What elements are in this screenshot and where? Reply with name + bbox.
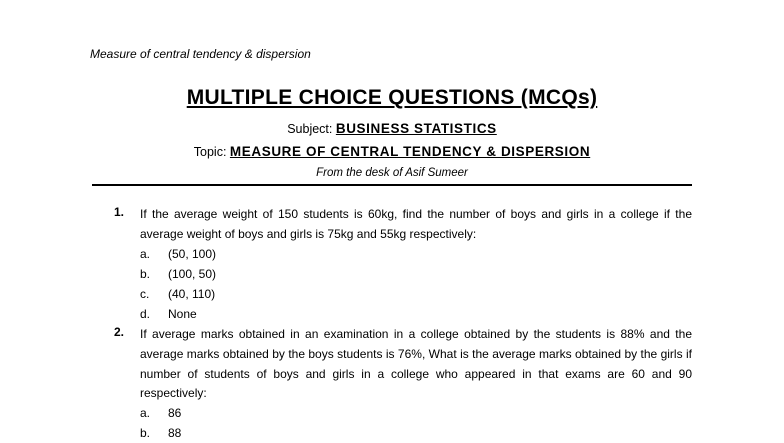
question-text: If the average weight of 150 students is 60kg, find the number of boys and girls in a college if the average weight of boys and girls is 75kg and 55kg respectively:: [140, 207, 692, 241]
question-number: 2.: [114, 325, 125, 339]
option-1d: [140, 304, 197, 324]
topic-line: [0, 144, 784, 159]
page-title: MULTIPLE CHOICE QUESTIONS (MCQs): [186, 86, 598, 109]
divider: [92, 184, 692, 186]
option-text: (50, 100): [168, 247, 217, 261]
subject-line: [0, 121, 784, 136]
option-letter: a.: [140, 247, 151, 261]
author-note: From the desk of Asif Sumeer: [316, 167, 468, 179]
topic-value: MEASURE OF CENTRAL TENDENCY & DISPERSION: [229, 144, 591, 159]
topic-label: Topic:: [193, 145, 227, 159]
subject-label: Subject:: [287, 122, 333, 136]
option-1a: [140, 244, 216, 264]
question-number: 1.: [114, 205, 125, 219]
option-1c: [140, 284, 215, 304]
option-letter: c.: [140, 287, 150, 301]
option-letter: a.: [140, 406, 151, 420]
option-letter: d.: [140, 307, 151, 321]
subject-value: BUSINESS STATISTICS: [335, 121, 497, 136]
option-text: (100, 50): [168, 267, 217, 281]
option-text: 86: [168, 406, 182, 420]
option-letter: b.: [140, 267, 151, 281]
option-text: (40, 110): [168, 287, 216, 301]
header-note: Measure of central tendency & dispersion: [90, 47, 311, 61]
option-letter: b.: [140, 426, 151, 440]
option-2b: [140, 423, 181, 443]
option-text: None: [168, 307, 197, 321]
option-1b: [140, 264, 216, 284]
option-2a: [140, 403, 181, 423]
option-text: 88: [168, 426, 182, 440]
question-text: If average marks obtained in an examination in a college obtained by the students is 88% and the average marks obtained by the boys students is 76%, What is the average marks obtained by the girls if number of students of boys and girls in a college who appeared in that exams are 60 and 90 respectively:: [140, 327, 692, 401]
